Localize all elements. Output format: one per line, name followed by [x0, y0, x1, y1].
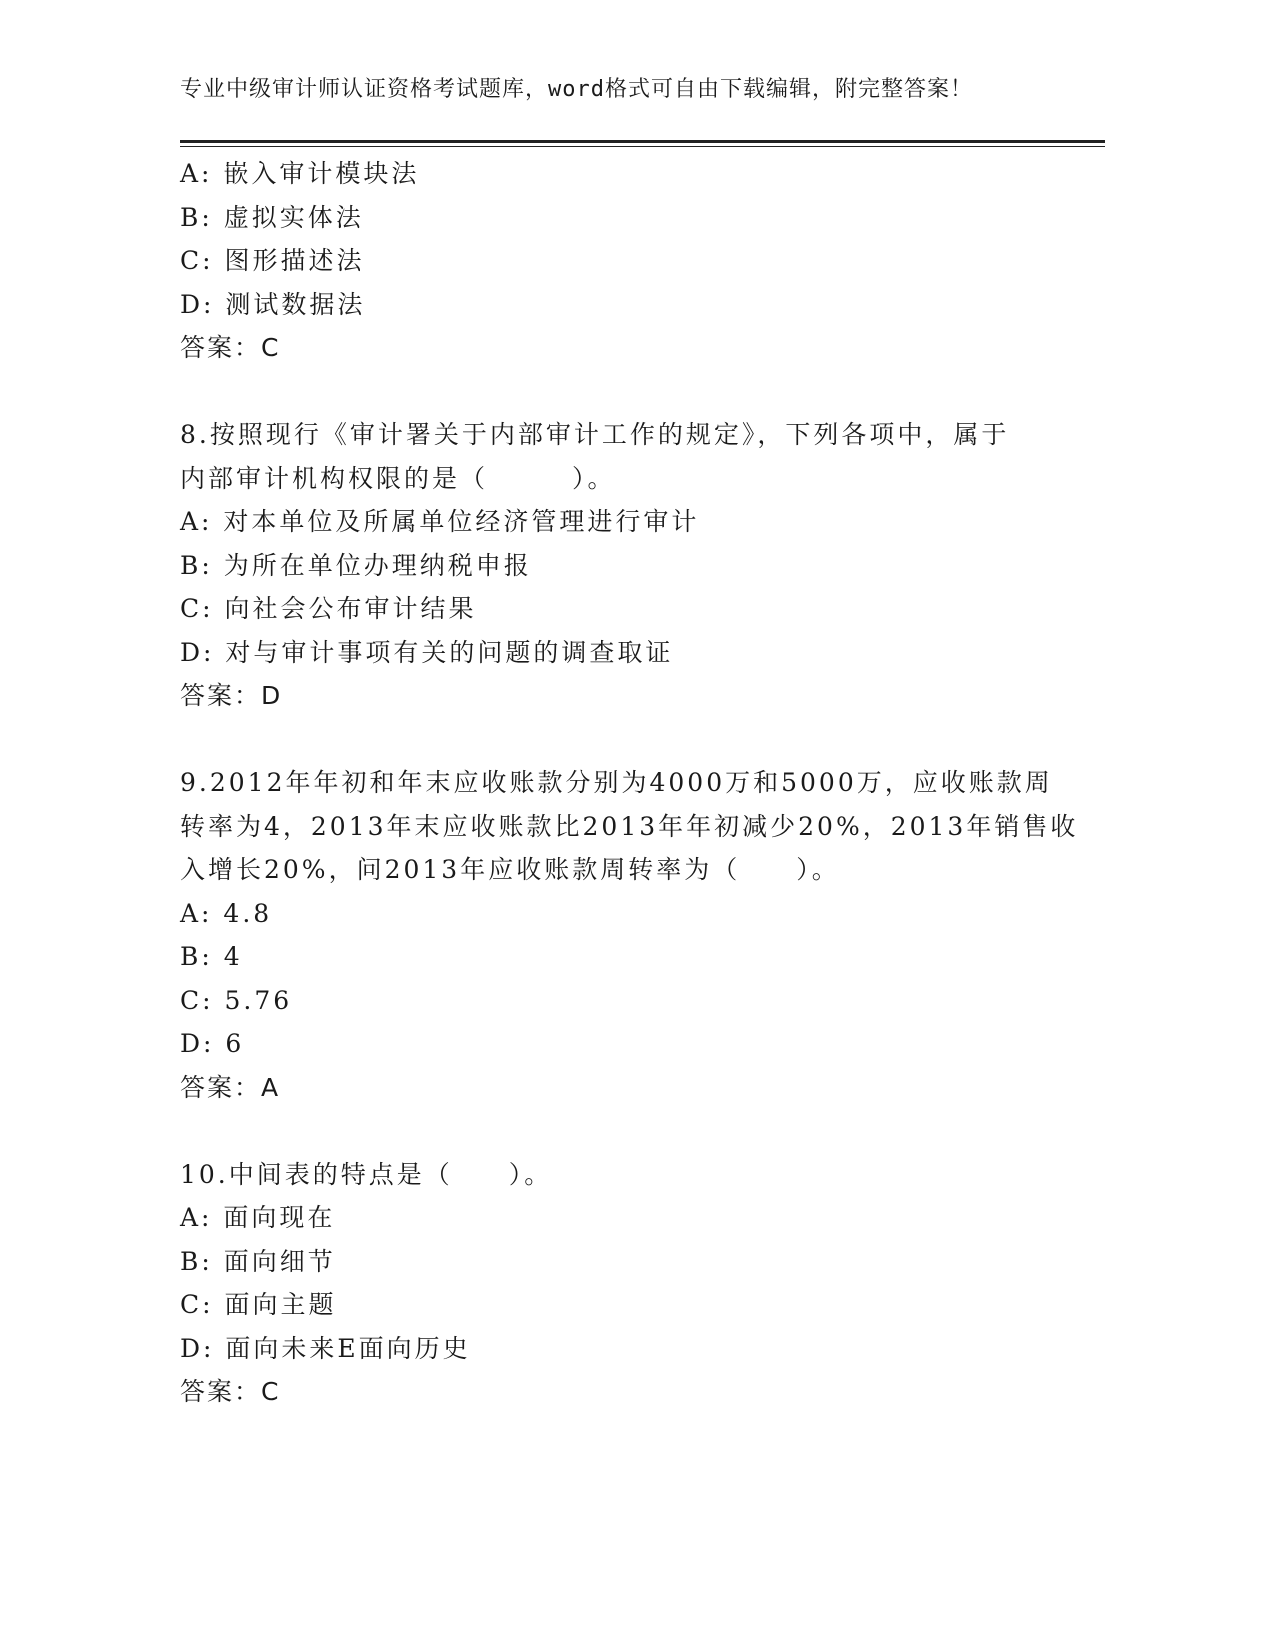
option-a: A: 4.8	[180, 898, 273, 928]
spacer	[180, 1109, 1040, 1153]
question-7	[180, 152, 1040, 370]
answer-label: 答案：D	[180, 681, 283, 710]
question-stem-line: 8.按照现行《审计署关于内部审计工作的规定》，下列各项中，属于	[180, 420, 1010, 449]
option-d: D: 6	[180, 1029, 245, 1058]
option-c: C: 向社会公布审计结果	[180, 594, 477, 623]
question-9	[180, 761, 1079, 1109]
header-rule-thin	[180, 146, 1105, 147]
answer-label: 答案：C	[180, 1377, 281, 1406]
option-d: D: 面向未来E面向历史	[180, 1333, 471, 1363]
answer-label: 答案：C	[180, 333, 281, 362]
question-list	[180, 152, 1079, 1414]
option-b: B: 为所在单位办理纳税申报	[180, 550, 532, 580]
answer-label: 答案：A	[180, 1072, 281, 1102]
option-b: B: 4	[180, 942, 243, 971]
option-a: A: 嵌入审计模块法	[180, 159, 420, 188]
option-a: A: 对本单位及所属单位经济管理进行审计	[180, 507, 700, 536]
page-header: 专业中级审计师认证资格考试题库，word格式可自由下载编辑，附完整答案！	[180, 77, 973, 102]
spacer	[180, 370, 1040, 414]
question-8	[180, 413, 1040, 718]
spacer	[180, 718, 1040, 762]
option-a: A: 面向现在	[180, 1203, 336, 1232]
header-rule-thick	[180, 140, 1105, 143]
option-d: D: 对与审计事项有关的问题的调查取证	[180, 637, 674, 667]
question-10	[180, 1153, 1040, 1414]
question-stem-line: 10.中间表的特点是（ ）。	[180, 1159, 553, 1189]
option-c: C: 图形描述法	[180, 246, 365, 275]
option-d: D: 测试数据法	[180, 289, 366, 319]
question-stem-line: 9.2012年年初和年末应收账款分别为4000万和5000万，应收账款周	[180, 768, 1053, 797]
question-stem-line: 转率为4，2013年末应收账款比2013年年初减少20%，2013年销售收	[180, 811, 1079, 841]
question-stem-line: 入增长20%，问2013年应收账款周转率为（ ）。	[180, 855, 840, 884]
option-b: B: 虚拟实体法	[180, 202, 364, 232]
option-c: C: 5.76	[180, 985, 293, 1015]
option-b: B: 面向细节	[180, 1246, 336, 1276]
question-stem-line: 内部审计机构权限的是（ ）。	[180, 463, 616, 493]
option-c: C: 面向主题	[180, 1290, 337, 1319]
